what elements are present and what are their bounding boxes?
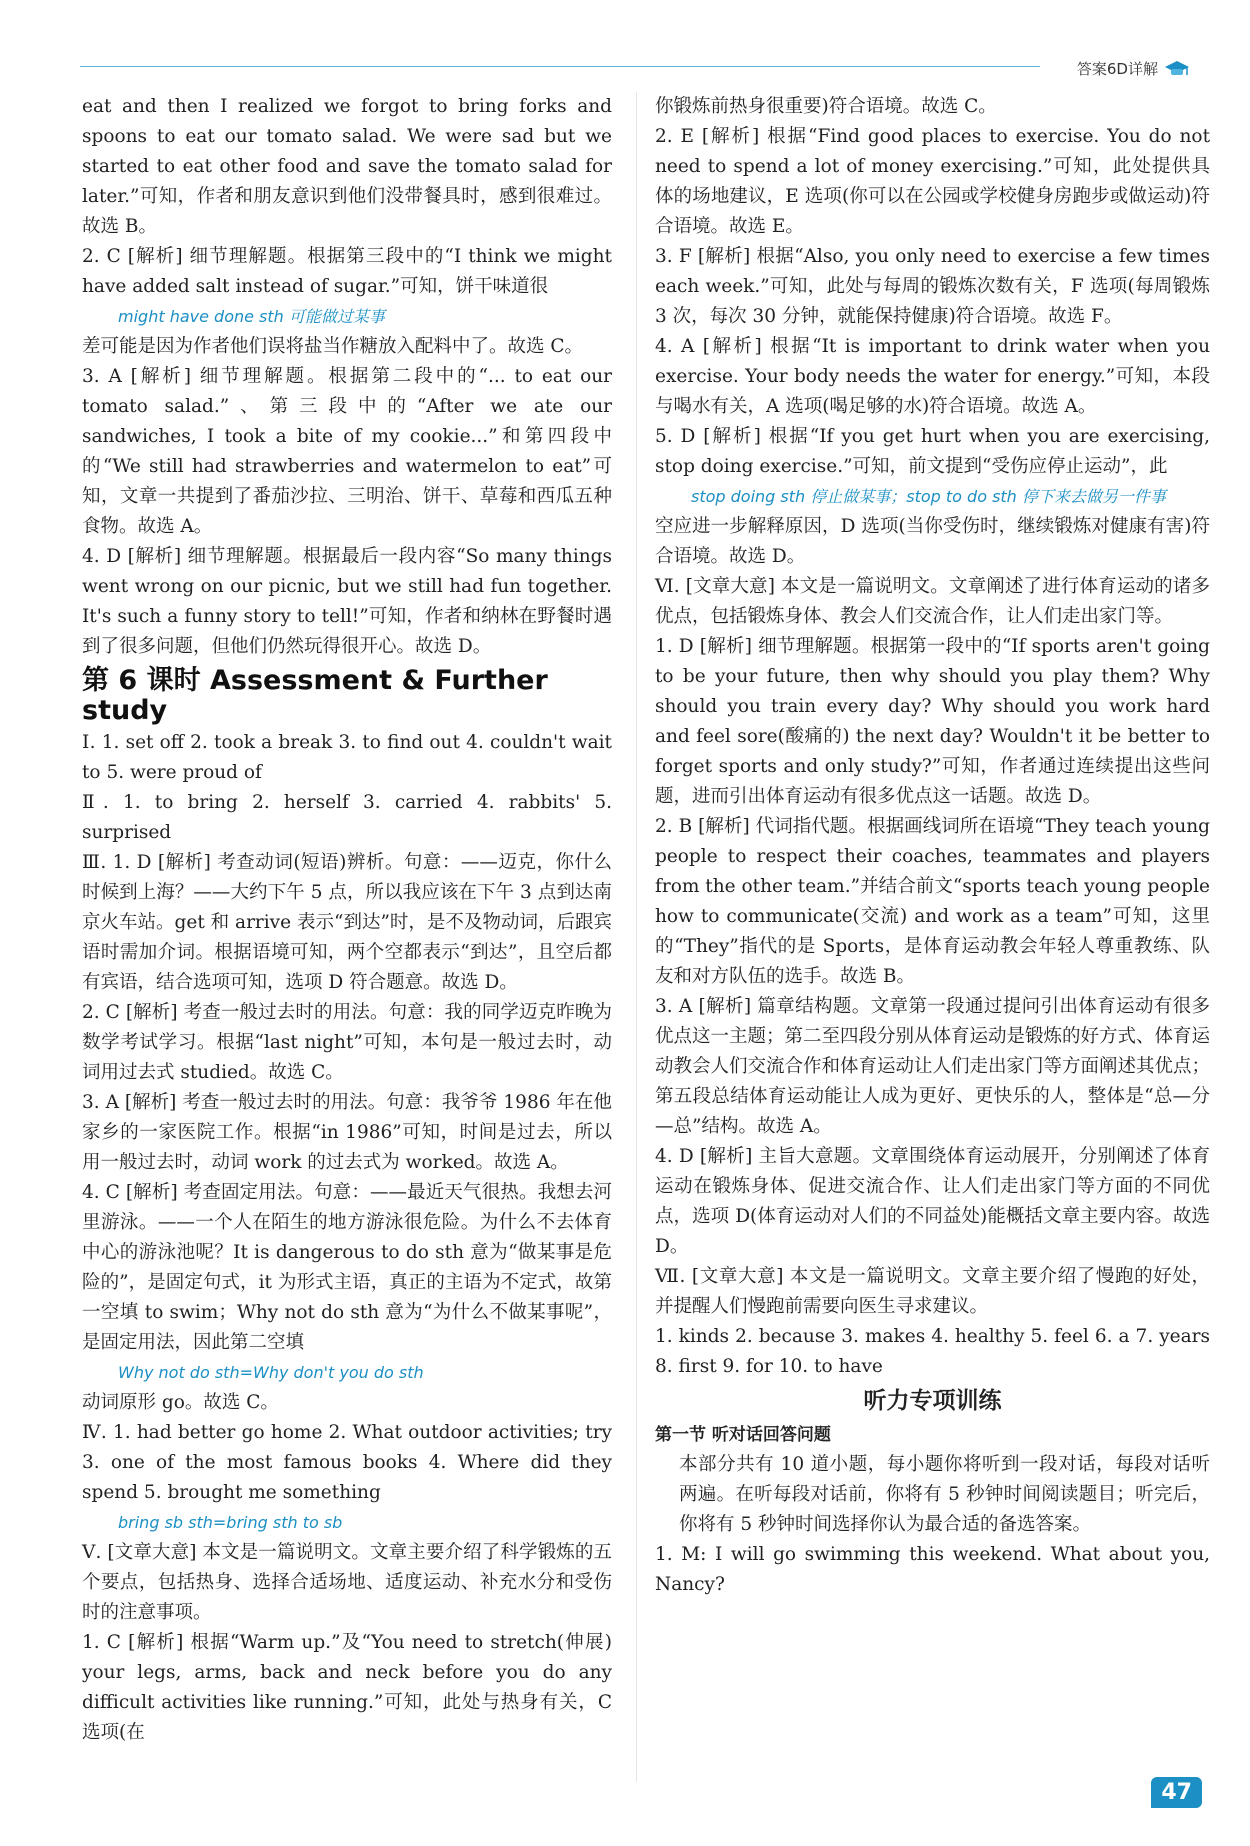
graduation-cap-icon [1164, 60, 1190, 78]
left-column [82, 92, 612, 1748]
page-number: 47 [1151, 1777, 1202, 1808]
section-answers: Ⅱ. 1. to bring 2. herself 3. carried 4. rabbits' 5. surprised [82, 792, 612, 843]
annotation-note: stop doing sth 停止做某事；stop to do sth 停下来去做另一件事 [691, 487, 1166, 506]
answer-item: 2. E [解析] 根据“Find good places to exercise. You do not need to spend a lot of money exercising.”可知，此处提供具体的场地建议，E 选项(你可以在公园或学校健身房跑步或做运动)符合语境。故选 E。 [655, 126, 1210, 237]
subsection-title: 第一节 听对话回答问题 [655, 1425, 831, 1445]
para: eat and then I realized we forgot to bring forks and spoons to eat our tomato salad. We were sad but we started to eat other food and save the tomato salad for later.”可知，作者和朋友意识到他们没带餐具时，感到很难过。故选 B。 [82, 96, 612, 237]
answer-item: 4. C [解析] 考查固定用法。句意：——最近天气很热。我想去河里游泳。——一个人在陌生的地方游泳很危险。为什么不去体育中心的游泳池呢？It is dangerous to do sth 意为“做某事是危险的”，是固定句式，it 为形式主语，真正的主语为不定式，故第一空填 to swim；Why not do sth 意为“为什么不做某事呢”，是固定用法，因此第二空填 [82, 1182, 612, 1353]
dialogue-line: 1. M: I will go swimming this weekend. What about you, Nancy? [655, 1544, 1210, 1595]
para: 空应进一步解释原因，D 选项(当你受伤时，继续锻炼对健康有害)符合语境。故选 D。 [655, 516, 1210, 567]
right-column [655, 92, 1210, 1600]
lesson-title: 第 6 课时 Assessment & Further study [82, 665, 548, 726]
answer-item: 3. A [解析] 细节理解题。根据第二段中的“... to eat our tomato salad.”、第三段中的“After we ate our sandwiches, I took a bite of my cookie...”和第四段中的“We still had strawberries and watermelon to eat”可知，文章一共提到了番茄沙拉、三明治、饼干、草莓和西瓜五种食物。故选 A。 [82, 366, 612, 537]
section-summary: Ⅶ. [文章大意] 本文是一篇说明文。文章主要介绍了慢跑的好处，并提醒人们慢跑前需要向医生寻求建议。 [655, 1266, 1210, 1317]
answer-item: 5. D [解析] 根据“If you get hurt when you are exercising, stop doing exercise.”可知，前文提到“受伤应停止运动”，此 [655, 426, 1210, 477]
para: 动词原形 go。故选 C。 [82, 1392, 279, 1413]
answer-item: 3. A [解析] 考查一般过去时的用法。句意：我爷爷 1986 年在他家乡的一家医院工作。根据“in 1986”可知，时间是过去，所以用一般过去时，动词 work 的过去式为 worked。故选 A。 [82, 1092, 612, 1173]
section-answers: 1. kinds 2. because 3. makes 4. healthy 5. feel 6. a 7. years 8. first 9. for 10. to have [655, 1326, 1210, 1377]
answer-item: 4. D [解析] 主旨大意题。文章围绕体育运动展开，分别阐述了体育运动在锻炼身体、促进交流合作、让人们走出家门等方面的不同优点，选项 D(体育运动对人们的不同益处)能概括文章主要内容。故选 D。 [655, 1146, 1210, 1257]
header-brand [1077, 58, 1190, 79]
answer-item: 2. B [解析] 代词指代题。根据画线词所在语境“They teach young people to respect their coaches, teammates and players from the other team.”并结合前文“sports teach young people how to communicate(交流) and work as a team”可知，这里的“They”指代的是 Sports，是体育运动教会年轻人尊重教练、队友和对方队伍的选手。故选 B。 [655, 816, 1210, 987]
annotation-note: bring sb sth=bring sth to sb [118, 1513, 343, 1532]
para: 你锻炼前热身很重要)符合语境。故选 C。 [655, 96, 997, 117]
annotation-note: might have done sth 可能做过某事 [118, 307, 385, 326]
answer-item: 3. A [解析] 篇章结构题。文章第一段通过提问引出体育运动有很多优点这一主题；第二至四段分别从体育运动是锻炼的好方式、体育运动教会人们交流合作和体育运动让人们走出家门等方面阐述其优点；第五段总结体育运动能让人成为更好、更快乐的人，整体是“总—分—总”结构。故选 A。 [655, 996, 1211, 1137]
instructions: 本部分共有 10 道小题，每小题你将听到一段对话，每段对话听两遍。在听每段对话前，你将有 5 秒钟时间阅读题目；听完后，你将有 5 秒钟时间选择你认为最合适的备选答案。 [679, 1454, 1210, 1535]
answer-item: 1. D [解析] 细节理解题。根据第一段中的“If sports aren't going to be your future, then why should you play them? Why should you train every day? Why should you work hard and feel sore(酸痛的) the next day? Wouldn't it be better to forget sports and only study?”可知，作者通过连续提出这些问题，进而引出体育运动有很多优点这一话题。故选 D。 [655, 636, 1210, 807]
column-divider [636, 92, 637, 1782]
listening-title: 听力专项训练 [863, 1388, 1002, 1414]
answer-item: 2. C [解析] 考查一般过去时的用法。句意：我的同学迈克昨晚为数学考试学习。根据“last night”可知，本句是一般过去时，动词用过去式 studied。故选 C。 [82, 1002, 612, 1083]
header-line [80, 66, 1040, 67]
section-summary: Ⅵ. [文章大意] 本文是一篇说明文。文章阐述了进行体育运动的诸多优点，包括锻炼身体、教会人们交流合作，让人们走出家门等。 [655, 576, 1210, 627]
annotation-note: Why not do sth=Why don't you do sth [118, 1363, 424, 1382]
section-answers: Ⅳ. 1. had better go home 2. What outdoor activities; try 3. one of the most famous books 4. Where did they spend 5. brought me something [82, 1422, 612, 1503]
answer-item: 4. D [解析] 细节理解题。根据最后一段内容“So many things went wrong on our picnic, but we still had fun together. It's such a funny story to tell!”可知，作者和纳林在野餐时遇到了很多问题，但他们仍然玩得很开心。故选 D。 [82, 546, 612, 657]
answer-item: 1. C [解析] 根据“Warm up.”及“You need to stretch(伸展) your legs, arms, back and neck before you do any difficult activities like running.”可知，此处与热身有关，C 选项(在 [82, 1632, 612, 1743]
section-summary: Ⅴ. [文章大意] 本文是一篇说明文。文章主要介绍了科学锻炼的五个要点，包括热身、选择合适场地、适度运动、补充水分和受伤时的注意事项。 [82, 1542, 612, 1623]
brand-label: 答案6D详解 [1076, 60, 1158, 78]
answer-item: Ⅲ. 1. D [解析] 考查动词(短语)辨析。句意：——迈克，你什么时候到上海？——大约下午 5 点，所以我应该在下午 3 点到达南京火车站。get 和 arrive 表示“到达”时，是不及物动词，后跟宾语时需加介词。根据语境可知，两个空都表示“到达”，且空后都有宾语，结合选项可知，选项 D 符合题意。故选 D。 [82, 852, 612, 993]
answer-item: 4. A [解析] 根据“It is important to drink water when you exercise. Your body needs the water for energy.”可知，本段与喝水有关，A 选项(喝足够的水)符合语境。故选 A。 [655, 336, 1210, 417]
para: 差可能是因为作者他们误将盐当作糖放入配料中了。故选 C。 [82, 336, 584, 357]
answer-item: 2. C [解析] 细节理解题。根据第三段中的“I think we might have added salt instead of sugar.”可知，饼干味道很 [82, 246, 612, 297]
answer-item: 3. F [解析] 根据“Also, you only need to exercise a few times each week.”可知，此处与每周的锻炼次数有关，F 选项(每周锻炼 3 次，每次 30 分钟，就能保持健康)符合语境。故选 F。 [655, 246, 1210, 327]
section-answers: Ⅰ. 1. set off 2. took a break 3. to find out 4. couldn't wait to 5. were proud of [82, 732, 612, 783]
